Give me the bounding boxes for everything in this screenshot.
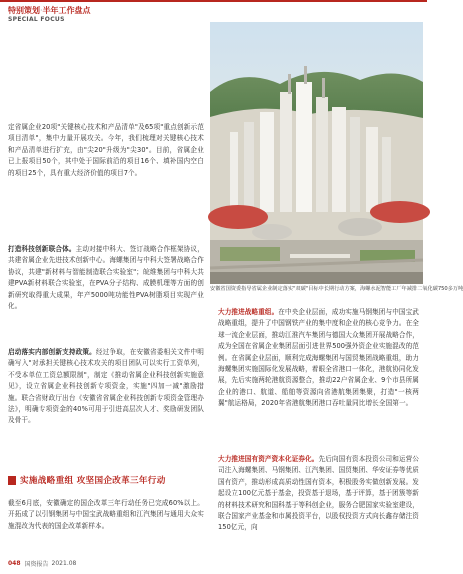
header-rule <box>0 0 427 2</box>
right-paragraph-1-body: 在中央企业层面，成功实施马钢集团与中国宝武战略重组，提升了中国钢铁产业的集中度和企业的核心竞争力。在全球一流企业层面，推动江淮汽车集团与德国大众集团开展战略合作，成为全国在省属企业集团层面引进世界500强外资企业实施混改的范例。在省属企业层面，顺利完成海螺集团与国贸集团战略重组，助力海螺集团实施国际化发展战略，着眼全省港口一体化，港航协同化发展，先后实施两轮港航资源整合，推动22户省属企业、9个市县所属企业的港口、航道、船舶等资源向省港航集团集聚，打造"一核两翼"航运格局，2020年省港航集团港口吞吐量同比增长全国第一。 <box>218 308 419 408</box>
section-title-en: SPECIAL FOCUS <box>8 16 65 23</box>
photo-caption: 安徽省国资委指导省属企业制定落实"双碳"目标中长期行动方案，海螺水泥智能工厂年减排二氧化碳750多万吨 <box>210 286 463 292</box>
left-bottom-paragraph: 截至6月底，安徽确定的国企改革三年行动任务已完成60%以上。开拓成了以引钢集团与中国宝武战略重组和江汽集团与通用大众实施混改为代表的国企改革新样本。 <box>8 499 204 530</box>
left-keyword-2: 启动落实内部创新支持政策。 <box>8 348 96 356</box>
section-header <box>8 6 91 24</box>
right-paragraph-2 <box>218 454 419 534</box>
issue-date: 2021.08 <box>51 560 77 567</box>
right-keyword-2: 大力推进国有资产资本化证券化。 <box>218 455 319 463</box>
left-paragraph-1: 定省属企业20项"关键核心技术和产品清单"及65项"重点创新示范项目清单"，集中力量开展攻关。今年，我们梳理对关键核心技术和产品清单进行扩充，由"尖20"升级为"尖30"。目前，省属企业已上报项目50个，其中处于国际前沿的项目16个、填补国内空白的项目25个，具有重大经济价值的项目7个。 <box>8 123 204 177</box>
right-paragraph-1 <box>218 307 419 410</box>
right-paragraph-2-body: 先后向国有资本投资公司和运营公司注入海螺集团、马钢集团、江汽集团、国贸集团、华安证券等优质国有资产，推动形成高质动性国有资本，积极股务实做创新发展。发起设立100亿元基于基金，投资基于退场，基于评算，基于团簇等新的材料技术研究和国科基于等科创企业，服务合肥国家实验室建设，联合国家产业基金和市属投资平台，以股权投资方式向长鑫存储注资150亿元，向 <box>218 455 420 532</box>
section-heading <box>8 474 166 486</box>
right-keyword-1: 大力推进战略重组。 <box>218 308 279 316</box>
section-title: 特别策划·半年工作盘点 <box>8 6 91 15</box>
left-paragraph-2-body: 主动对接中科大、签订战略合作框架协议，共建省属企业先进技术创新中心。海螺集团与中科大签署战略合作协议，共建"新材料与智能制造联合实验室"；皖维集团与中科大共建PVA新材料联合实验室，在PVA分子结构、成膜机理等方面的创新研究取得重大成果，年产5000吨功能性PVA树脂项目实现产业化。 <box>8 245 204 311</box>
left-paragraph-3-body: 经过争取，在安徽省委相关文件中明确写入"对承担关键核心技术攻关的项目团队可以实行工资单列，不受本单位工资总额限制"，制定《推动省属企业科技创新实施意见》，设立省属企业科技创新专项资金，实施"四加一减"激励措施。联合省财政厅出台《安徽省省属企业科技创新专项资金管理办法》，明确专项资金的40%可用于引进高层次人才、奖励研发团队及骨干。 <box>8 348 204 425</box>
left-paragraph-3 <box>8 347 204 427</box>
magazine-name: 国资报告 <box>24 561 49 568</box>
feature-photo <box>210 22 423 284</box>
heading-marker <box>8 476 16 485</box>
section-heading-text: 实施战略重组 攻坚国企改革三年行动 <box>20 476 166 486</box>
page-footer <box>8 559 76 568</box>
left-paragraph-2 <box>8 244 204 312</box>
left-keyword-1: 打造科技创新联合体。 <box>8 245 76 253</box>
page-number: 048 <box>8 560 21 567</box>
cement-plant-aerial-photo <box>210 22 423 284</box>
